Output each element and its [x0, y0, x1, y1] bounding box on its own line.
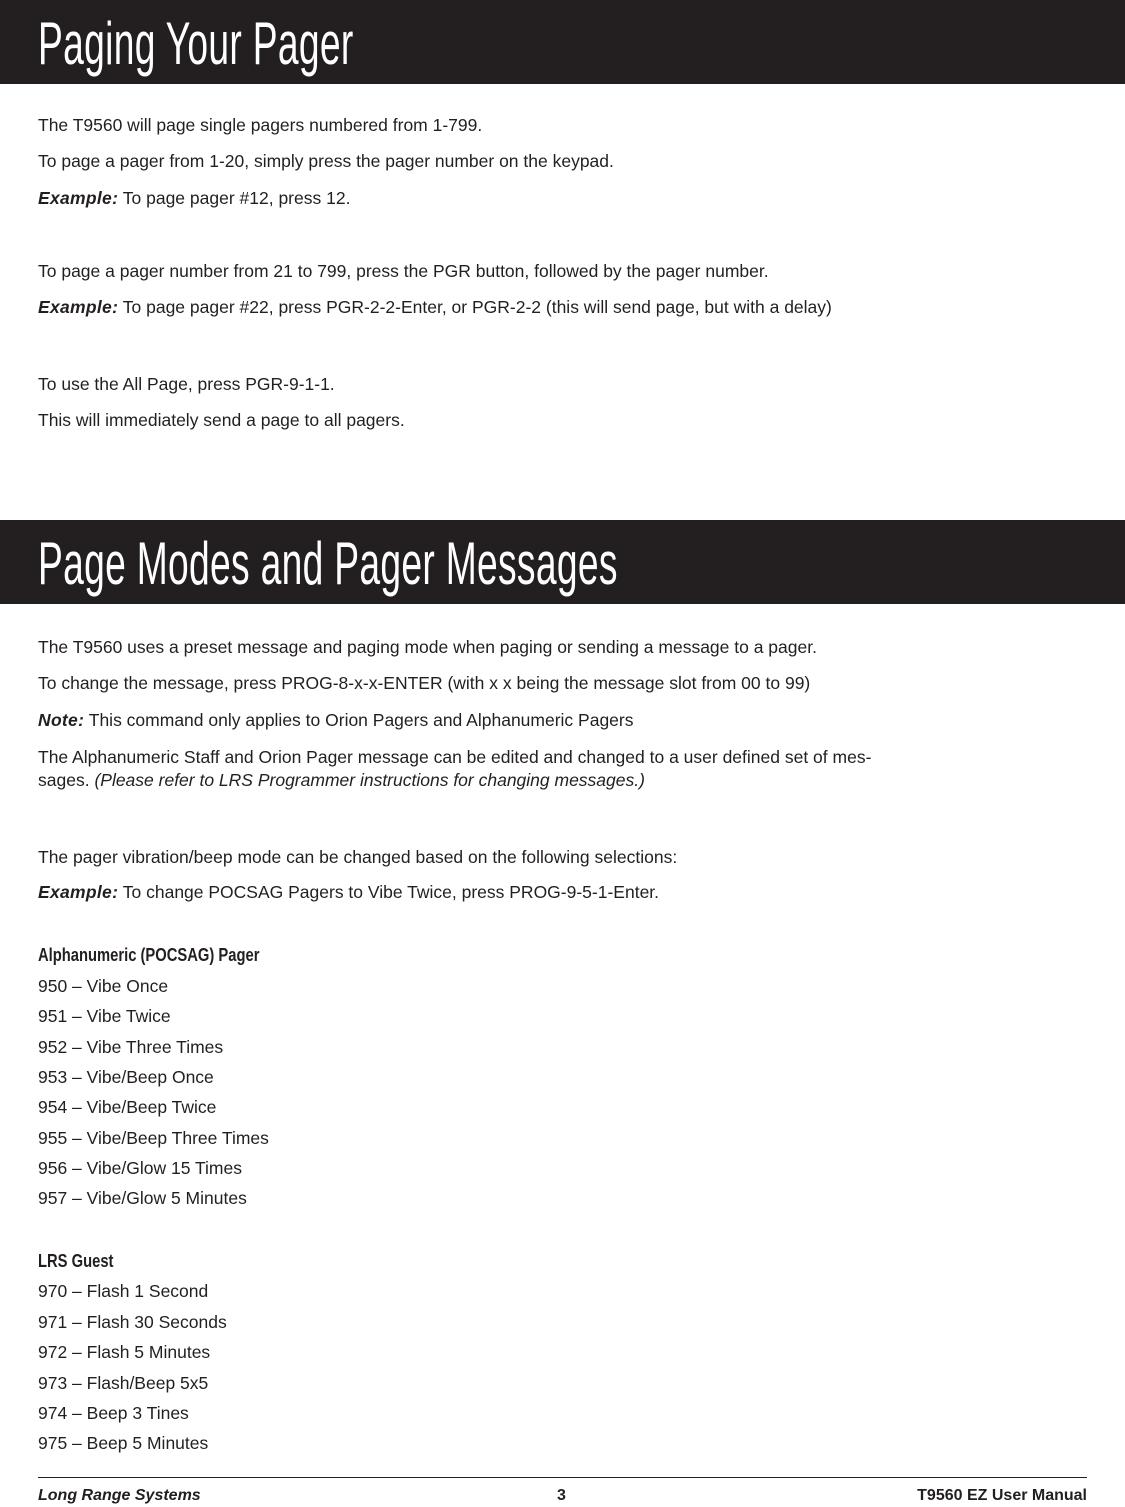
- page-number: 3: [557, 1487, 566, 1504]
- note-text: This command only applies to Orion Pagers and Alphanumeric Pagers: [84, 710, 634, 730]
- paragraph: This will immediately send a page to all pagers.: [38, 410, 405, 430]
- footer-divider: [38, 1477, 1087, 1478]
- paragraph: The Alphanumeric Staff and Orion Pager message can be edited and changed to a user defined set of mes-: [38, 747, 872, 767]
- example-line: [38, 296, 832, 318]
- list-heading-alphanumeric: Alphanumeric (POCSAG) Pager: [38, 945, 260, 965]
- list-item: 973 – Flash/Beep 5x5: [38, 1373, 209, 1393]
- section-title-paging: Paging Your Pager: [38, 10, 354, 77]
- footer-manual-title: T9560 EZ User Manual: [917, 1487, 1087, 1504]
- example-label: Example:: [38, 188, 119, 208]
- paragraph: The T9560 uses a preset message and paging mode when paging or sending a message to a pager.: [38, 637, 817, 657]
- list-heading-lrs-guest: LRS Guest: [38, 1251, 114, 1271]
- paragraph: The pager vibration/beep mode can be changed based on the following selections:: [38, 847, 678, 867]
- example-label: Example:: [38, 297, 119, 317]
- list-item: 974 – Beep 3 Tines: [38, 1403, 189, 1423]
- paragraph: To change the message, press PROG-8-x-x-ENTER (with x x being the message slot from 00 to 99): [38, 673, 811, 693]
- list-item: 952 – Vibe Three Times: [38, 1037, 224, 1057]
- note-label: Note:: [38, 710, 85, 730]
- list-item: 971 – Flash 30 Seconds: [38, 1312, 227, 1332]
- example-text: To page pager #22, press PGR-2-2-Enter, or PGR-2-2 (this will send page, but with a delay): [118, 297, 832, 317]
- paragraph: [38, 769, 645, 791]
- list-item: 953 – Vibe/Beep Once: [38, 1067, 214, 1087]
- example-label: Example:: [38, 882, 119, 902]
- example-line: [38, 187, 350, 209]
- paragraph: The T9560 will page single pagers numbered from 1-799.: [38, 115, 483, 135]
- list-item: 954 – Vibe/Beep Twice: [38, 1097, 217, 1117]
- list-item: 955 – Vibe/Beep Three Times: [38, 1128, 269, 1148]
- example-line: [38, 881, 659, 903]
- list-item: 975 – Beep 5 Minutes: [38, 1433, 209, 1453]
- paragraph: To page a pager number from 21 to 799, press the PGR button, followed by the pager number.: [38, 261, 769, 281]
- paragraph: To page a pager from 1-20, simply press the pager number on the keypad.: [38, 151, 614, 171]
- list-item: 951 – Vibe Twice: [38, 1006, 171, 1026]
- list-item: 950 – Vibe Once: [38, 976, 169, 996]
- section-banner-paging: [0, 0, 1125, 84]
- note-line: [38, 709, 634, 731]
- paragraph-start: sages.: [38, 770, 95, 790]
- paragraph: To use the All Page, press PGR-9-1-1.: [38, 374, 335, 394]
- list-item: 972 – Flash 5 Minutes: [38, 1342, 211, 1362]
- section-title-page-modes: Page Modes and Pager Messages: [38, 530, 618, 597]
- example-text: To change POCSAG Pagers to Vibe Twice, press PROG-9-5-1-Enter.: [118, 882, 660, 902]
- list-item: 956 – Vibe/Glow 15 Times: [38, 1158, 242, 1178]
- list-item: 970 – Flash 1 Second: [38, 1281, 209, 1301]
- section-banner-page-modes: [0, 520, 1125, 604]
- programmer-reference: (Please refer to LRS Programmer instructions for changing messages.): [94, 770, 645, 790]
- example-text: To page pager #12, press 12.: [118, 188, 351, 208]
- footer-company: Long Range Systems: [38, 1487, 201, 1504]
- list-item: 957 – Vibe/Glow 5 Minutes: [38, 1188, 247, 1208]
